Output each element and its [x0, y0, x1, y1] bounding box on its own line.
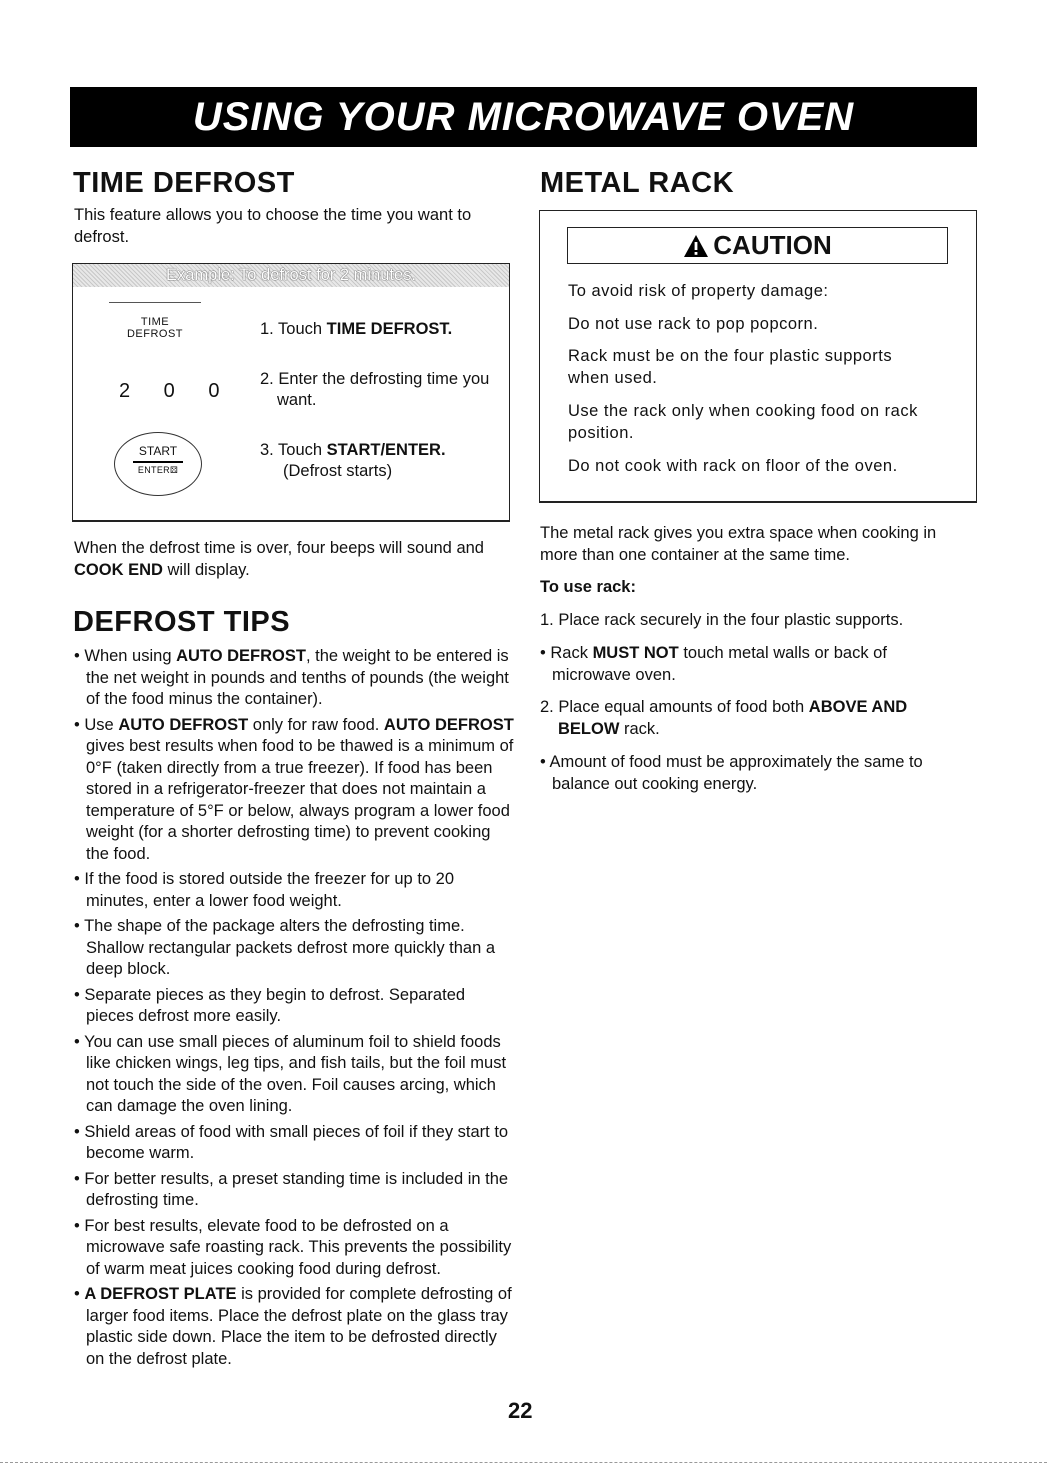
- page-banner: [70, 87, 977, 147]
- time-defrost-key: [103, 316, 207, 340]
- time-defrost-after: When the defrost time is over, four beeps will sound and COOK END will display.: [74, 539, 484, 579]
- rack-note-1: • Rack MUST NOT touch metal walls or back of microwave oven.: [540, 644, 887, 684]
- start-enter-key: [114, 432, 202, 496]
- caution-line-4: Use the rack only when cooking food on rack position.: [568, 402, 918, 442]
- panel-label-time: TIME: [140, 316, 170, 328]
- start-underline: [133, 461, 183, 463]
- panel-divider: [109, 302, 201, 303]
- lock-icon: ⚄: [169, 465, 179, 475]
- to-use-rack-heading: To use rack:: [540, 578, 636, 596]
- metal-rack-heading: METAL RACK: [540, 167, 735, 199]
- example-title: Example: To defrost for 2 minutes.: [73, 264, 509, 287]
- start-label: START: [138, 444, 178, 458]
- caution-header: [567, 227, 948, 264]
- defrost-tips-heading: DEFROST TIPS: [73, 606, 291, 638]
- rack-note-2: • Amount of food must be approximately the same to balance out cooking energy.: [540, 753, 923, 793]
- page-number: 22: [508, 1398, 533, 1423]
- caution-line-2: Do not use rack to pop popcorn.: [568, 315, 819, 333]
- step-3: 3. Touch START/ENTER. (Defrost starts): [260, 441, 446, 480]
- list-item: • Shield areas of food with small pieces of foil if they start to become warm.: [74, 1122, 509, 1162]
- rack-step-1: 1. Place rack securely in the four plastic supports.: [540, 611, 904, 629]
- list-item: • You can use small pieces of aluminum foil to shield foods like chicken wings, leg tips, and fish tails, but the foil must not touch the side of the oven. Foil causes arcing, which can damage the oven lining.: [74, 1032, 507, 1115]
- metal-rack-intro: The metal rack gives you extra space when cooking in more than one container at the same time.: [540, 524, 937, 564]
- list-item: • When using AUTO DEFROST, the weight to be entered is the net weight in pounds and tenths of pounds (the weight of the food minus the container).: [74, 647, 509, 708]
- time-defrost-intro: This feature allows you to choose the time you want to defrost.: [74, 206, 472, 246]
- defrost-tips-list: [74, 646, 514, 1374]
- time-defrost-heading: TIME DEFROST: [73, 167, 295, 199]
- caution-box: [539, 210, 977, 503]
- panel-label-defrost: DEFROST: [126, 328, 184, 340]
- step-2: 2. Enter the defrosting time you want.: [260, 370, 490, 409]
- list-item: • Use AUTO DEFROST only for raw food. AUTO DEFROST gives best results when food to be thawed is a minimum of 0°F (taken directly from a true freezer). If food has been stored in a refrigerator-freezer that does not maintain a temperature of 5°F or below, always program a lower food weight (for a shorter defrosting time) to prevent cooking the food.: [74, 715, 514, 863]
- caution-line-5: Do not cook with rack on floor of the oven.: [568, 457, 898, 475]
- list-item: • A DEFROST PLATE is provided for complete defrosting of larger food items. Place the defrost plate on the glass tray plastic side down. Place the item to be defrosted directly on the defrost plate.: [74, 1285, 512, 1368]
- list-item: • If the food is stored outside the freezer for up to 20 minutes, enter a lower food weight.: [74, 870, 455, 910]
- rack-step-2: 2. Place equal amounts of food both ABOVE AND BELOW rack.: [540, 698, 908, 738]
- list-item: • Separate pieces as they begin to defrost. Separated pieces defrost more easily.: [74, 985, 466, 1025]
- banner-title: USING YOUR MICROWAVE OVEN: [192, 94, 855, 139]
- warning-triangle-icon: [683, 234, 709, 258]
- caution-line-3: Rack must be on the four plastic supports when used.: [568, 347, 893, 387]
- list-item: • The shape of the package alters the defrosting time. Shallow rectangular packets defrost more quickly than a deep block.: [74, 917, 496, 978]
- list-item: • For better results, a preset standing time is included in the defrosting time.: [74, 1169, 509, 1209]
- bottom-divider: [0, 1462, 1047, 1463]
- caution-title: CAUTION: [713, 230, 832, 260]
- time-digits-display: 2 0 0: [119, 380, 234, 402]
- example-box: [72, 263, 510, 522]
- enter-label: ENTER⚄: [137, 465, 179, 475]
- step-1: 1. Touch TIME DEFROST.: [260, 320, 453, 338]
- caution-line-1: To avoid risk of property damage:: [568, 282, 829, 300]
- list-item: • For best results, elevate food to be defrosted on a microwave safe roasting rack. This prevents the possibility of warm meat juices cooking food during defrost.: [74, 1216, 512, 1278]
